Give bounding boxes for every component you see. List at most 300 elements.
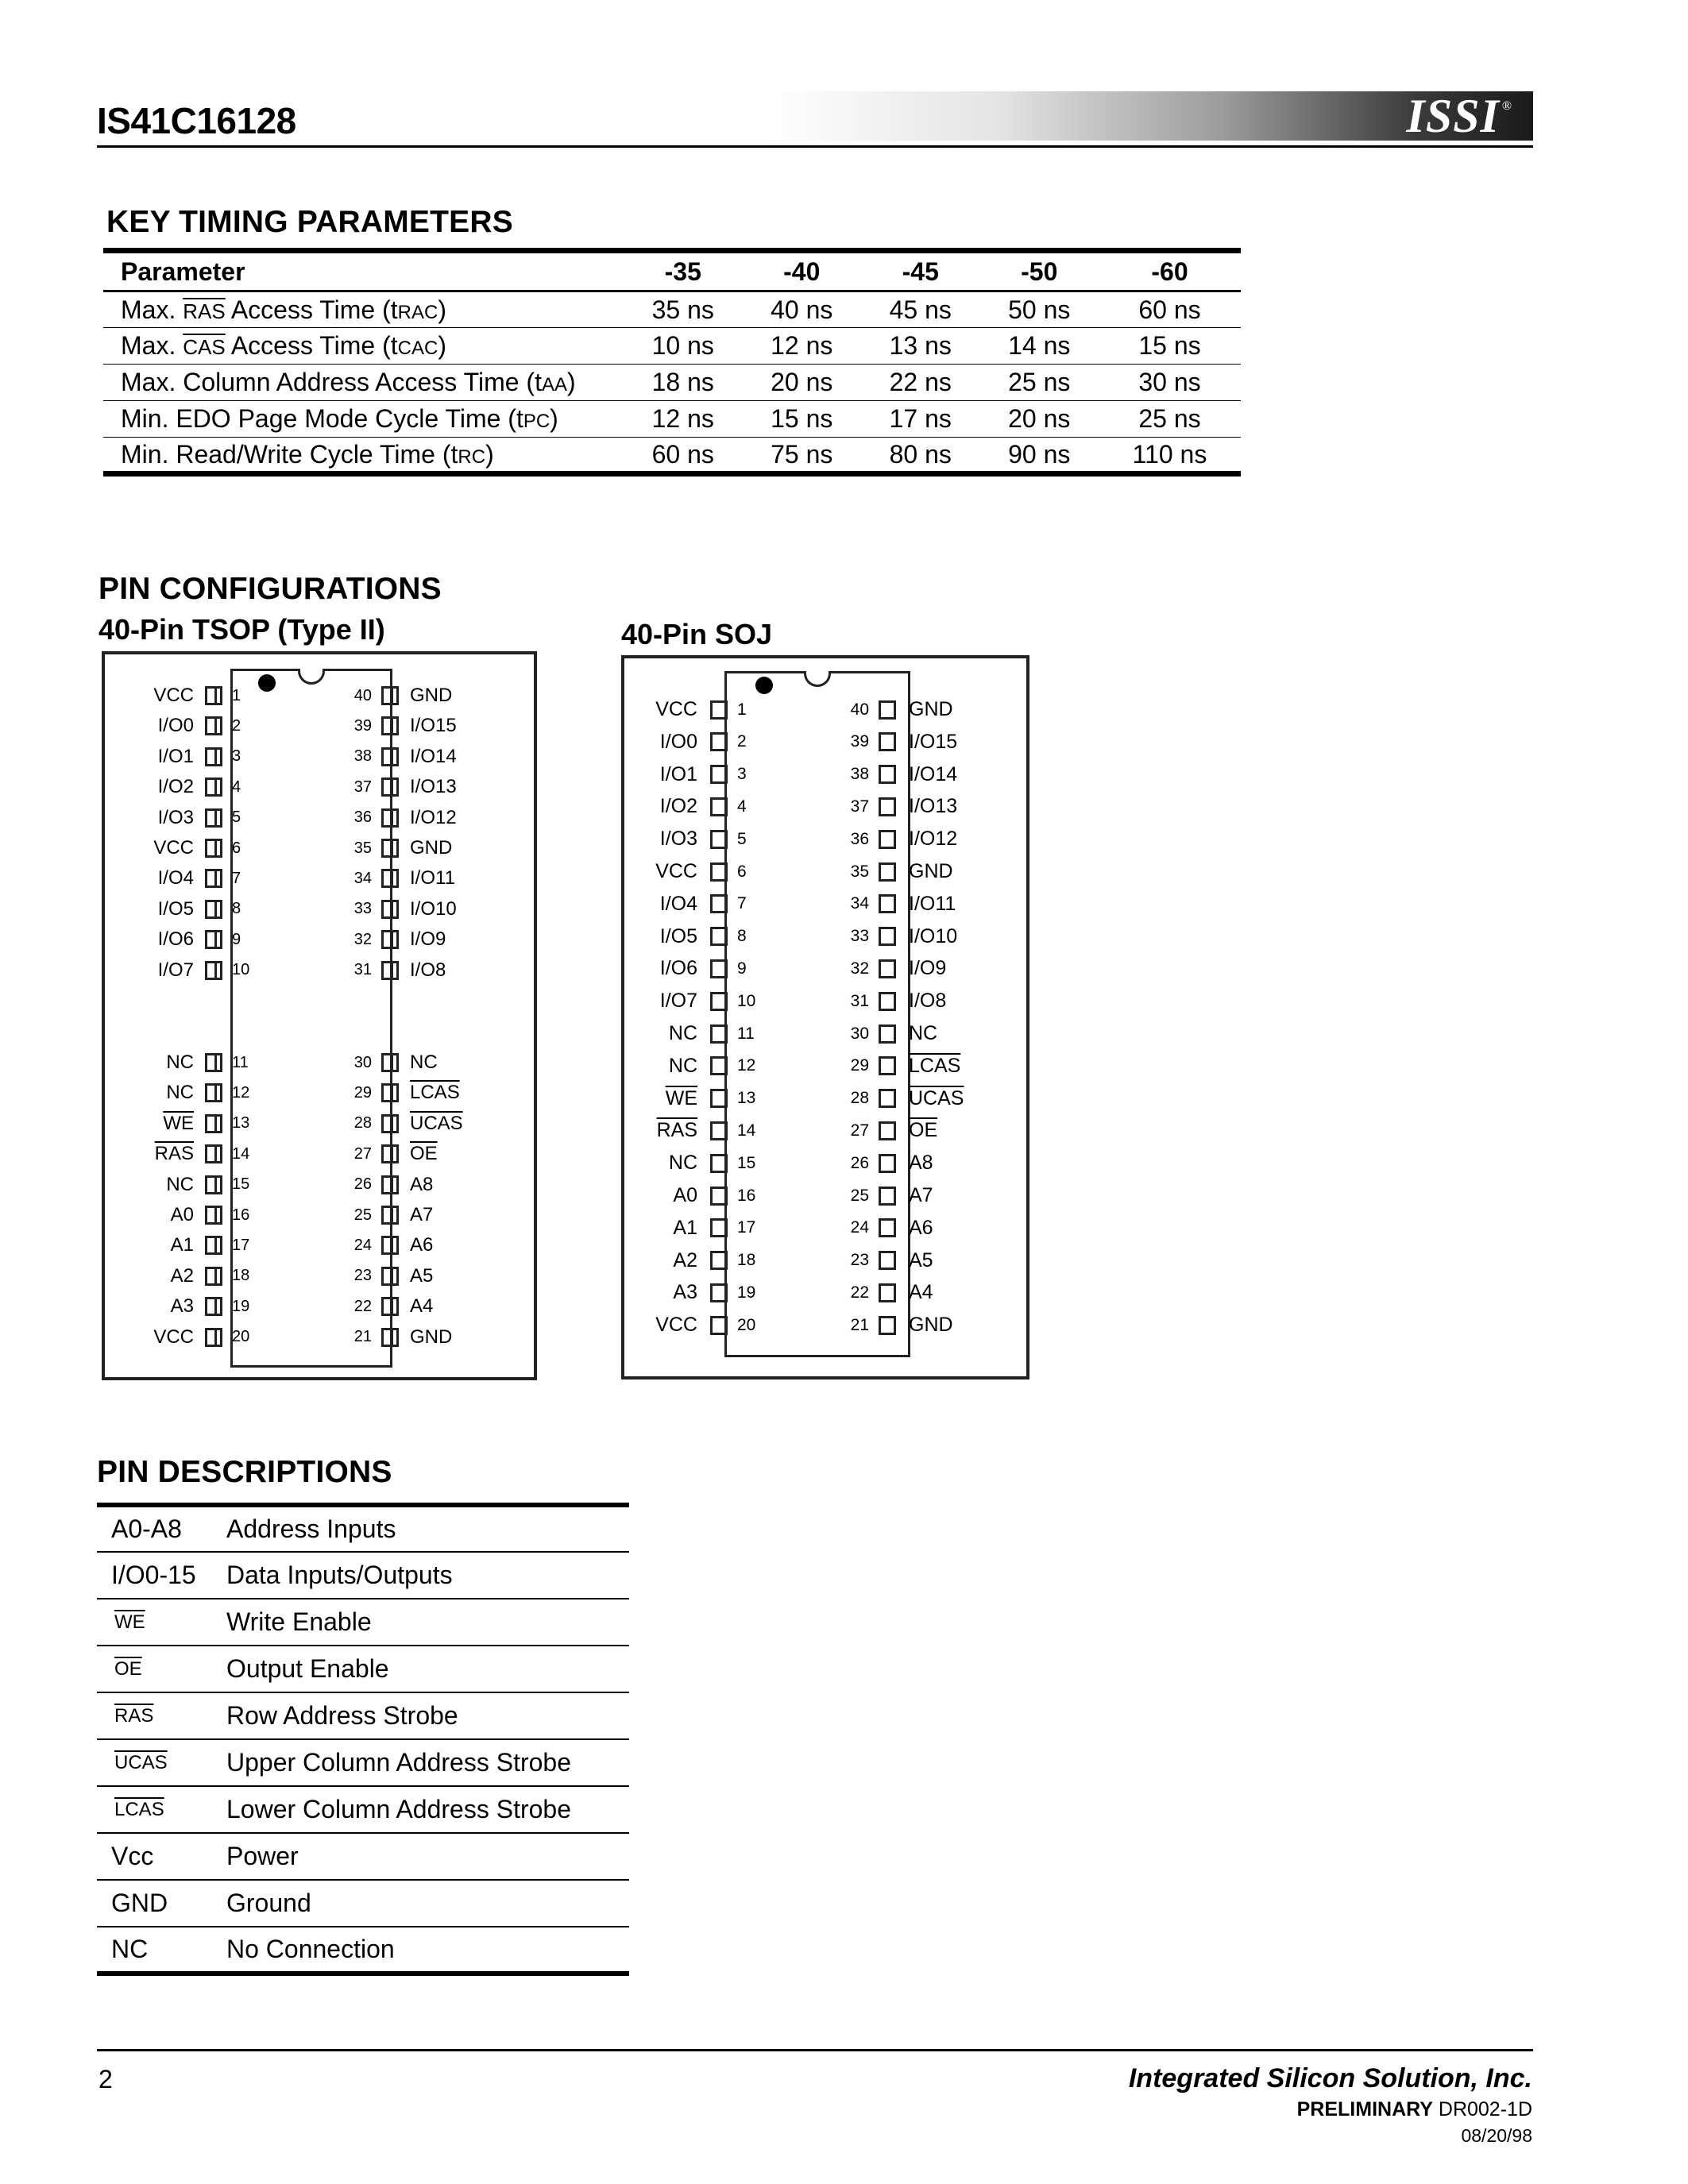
pin-signal: I/O4 (157, 867, 194, 889)
pin-signal: NC (166, 1051, 194, 1073)
pin-signal: I/O9 (909, 957, 947, 980)
pin-signal: I/O7 (659, 990, 697, 1013)
left-pin (105, 1265, 249, 1287)
right-pin (337, 746, 457, 768)
pin-lead (710, 1154, 728, 1173)
pin-signal: A4 (410, 1295, 434, 1318)
pin-desc-table (97, 1503, 629, 1976)
pin-signal: I/O12 (909, 828, 958, 851)
left-pin (624, 1281, 755, 1304)
pin-lead (710, 1283, 728, 1302)
pin-number: 21 (353, 1328, 372, 1346)
pin-number: 19 (232, 1297, 250, 1315)
pin-signal: I/O0 (659, 730, 697, 753)
left-pin (624, 925, 747, 948)
pin-number: 2 (232, 716, 241, 735)
pin-desc-text: Power (226, 1833, 629, 1880)
pin-desc-signal: $\overline{OE}$ (97, 1646, 226, 1692)
right-pin (831, 925, 957, 948)
timing-value: 60 ns (1099, 291, 1241, 328)
pin-number: 28 (850, 1089, 869, 1108)
pin-lead (381, 1083, 399, 1102)
pin-lead (205, 1267, 222, 1286)
footer-rule (97, 2049, 1533, 2051)
right-pin (831, 1249, 933, 1272)
timing-value: 15 ns (743, 401, 862, 438)
pin-desc-text: Address Inputs (226, 1505, 629, 1552)
right-pin (337, 898, 457, 920)
pin-number: 33 (850, 927, 869, 946)
left-pin (105, 1326, 249, 1349)
pin-signal: I/O15 (410, 715, 457, 737)
left-pin (105, 807, 241, 829)
pin-number: 36 (850, 829, 869, 848)
timing-param: Min. EDO Page Mode Cycle Time (tPC) (103, 401, 624, 438)
pin-number: 39 (353, 716, 372, 735)
pin-signal: I/O5 (157, 897, 194, 920)
pin-lead (381, 900, 399, 919)
pin-number: 37 (353, 778, 372, 796)
pin-number: 15 (232, 1175, 250, 1194)
pin-signal: I/O3 (659, 828, 697, 851)
pin-desc-signal: A0-A8 (97, 1505, 226, 1552)
pin-number: 3 (232, 747, 241, 766)
pin-desc-text: Row Address Strobe (226, 1692, 629, 1739)
pin-signal: A3 (673, 1281, 697, 1304)
pin-lead (205, 1114, 222, 1133)
pin-lead (879, 992, 896, 1011)
pin-signal: LCAS (410, 1082, 460, 1104)
left-pin (624, 957, 747, 980)
pin-lead (381, 930, 399, 949)
pin-number: 33 (353, 900, 372, 918)
pin-number: 29 (850, 1056, 869, 1075)
timing-value: 13 ns (861, 328, 980, 365)
pin-number: 9 (737, 959, 747, 978)
pin-lead (205, 869, 222, 888)
pin1-notch (298, 669, 325, 685)
pin-number: 40 (353, 686, 372, 704)
pin-number: 24 (850, 1218, 869, 1237)
pin-number: 12 (737, 1056, 756, 1075)
pin-lead (710, 1056, 728, 1075)
pin-signal: I/O3 (157, 806, 194, 828)
pin-number: 18 (232, 1267, 250, 1285)
timing-header-row (103, 251, 1241, 291)
pin-number: 21 (850, 1315, 869, 1334)
pin-signal: I/O10 (909, 924, 958, 947)
left-pin (624, 893, 747, 916)
right-pin (831, 795, 957, 818)
pin-signal: A1 (170, 1234, 194, 1256)
right-pin (831, 1022, 937, 1045)
right-pin (831, 731, 957, 754)
pin-number: 30 (850, 1024, 869, 1043)
pin-lead (381, 961, 399, 980)
right-pin (337, 1234, 433, 1256)
pin-lead (710, 894, 728, 913)
pin-signal: A7 (410, 1204, 434, 1225)
pin-signal: A8 (410, 1173, 434, 1195)
pin-signal: I/O15 (909, 730, 958, 753)
pin-lead (879, 927, 896, 946)
pin-signal: VCC (153, 837, 194, 859)
pin-desc-row (97, 1646, 629, 1692)
pin-number: 32 (353, 930, 372, 948)
pin-number: 37 (850, 797, 869, 816)
pin-number: 26 (850, 1153, 869, 1172)
timing-value: 45 ns (861, 291, 980, 328)
pin-desc-row (97, 1599, 629, 1646)
right-pin (337, 1143, 438, 1165)
pin-desc-signal: NC (97, 1927, 226, 1974)
pin-signal: A3 (170, 1295, 194, 1318)
pin-signal: LCAS (909, 1054, 961, 1077)
pin-number: 11 (737, 1024, 755, 1043)
pin-number: 6 (232, 839, 241, 857)
pin-signal: A5 (410, 1264, 434, 1287)
pin-lead (710, 1316, 728, 1335)
pin-signal: I/O5 (659, 924, 697, 947)
pin-signal: I/O1 (659, 762, 697, 785)
pin-lead (205, 1206, 222, 1225)
pin-signal: UCAS (909, 1086, 964, 1109)
pin-signal: I/O11 (410, 867, 455, 889)
pin-desc-row (97, 1692, 629, 1739)
chip-body (230, 669, 392, 1368)
left-pin (105, 898, 241, 920)
left-pin (624, 1184, 755, 1207)
pin-lead (879, 1056, 896, 1075)
pin-signal: I/O11 (909, 892, 956, 915)
pin-desc-row (97, 1786, 629, 1833)
pin-number: 34 (850, 894, 869, 913)
pin-lead (879, 1154, 896, 1173)
timing-value: 15 ns (1099, 328, 1241, 365)
left-pin (105, 1051, 249, 1074)
pin-number: 9 (232, 930, 241, 948)
right-pin (831, 957, 946, 980)
pin-lead (205, 839, 222, 858)
pin-lead (381, 1267, 399, 1286)
timing-value: 25 ns (1099, 401, 1241, 438)
right-pin (337, 807, 457, 829)
soj-title: 40-Pin SOJ (621, 618, 773, 650)
pin1-dot (755, 677, 773, 694)
pin-lead (381, 778, 399, 797)
left-pin (105, 837, 241, 859)
pin-lead (381, 1114, 399, 1133)
timing-value: 80 ns (861, 438, 980, 474)
left-pin (624, 1217, 755, 1240)
pin-signal: $\overline{RAS}$ (656, 1119, 697, 1142)
pin-lead (205, 1144, 222, 1163)
pin-number: 34 (353, 869, 372, 887)
left-pin (105, 959, 249, 982)
pin-signal: I/O10 (410, 897, 457, 920)
pin-lead (710, 1024, 728, 1044)
pin-number: 28 (353, 1114, 372, 1133)
pin-signal: GND (410, 837, 453, 859)
pin-desc-row (97, 1505, 629, 1552)
pin-lead (205, 900, 222, 919)
timing-value: 60 ns (624, 438, 743, 474)
pin-lead (205, 1236, 222, 1255)
pin-desc-row (97, 1739, 629, 1786)
pin-signal: NC (668, 1152, 697, 1175)
pin-number: 31 (353, 961, 372, 979)
pin-number: 17 (232, 1236, 250, 1254)
pin-lead (879, 1283, 896, 1302)
pin-number: 10 (232, 961, 250, 979)
left-pin (624, 763, 747, 786)
tsop-package-diagram (102, 651, 537, 1380)
pin-signal: A4 (909, 1281, 933, 1304)
timing-row (103, 328, 1241, 365)
pin-lead (879, 797, 896, 816)
pin-lead (205, 778, 222, 797)
pin-signal: I/O12 (410, 806, 457, 828)
pin-number: 8 (232, 900, 241, 918)
pin-signal: $\overline{OE}$ (909, 1119, 938, 1142)
pin-signal: $\overline{RAS}$ (154, 1143, 194, 1165)
pin-lead (381, 1053, 399, 1072)
pin-desc-signal: $\overline{RAS}$ (97, 1692, 226, 1739)
pin-number: 1 (232, 686, 241, 704)
pin-lead (205, 747, 222, 766)
pin-number: 35 (850, 862, 869, 881)
right-pin (831, 1314, 953, 1337)
pin-signal: GND (909, 698, 953, 720)
left-pin (105, 1295, 249, 1318)
pin-lead (879, 732, 896, 751)
pin-lead (381, 1175, 399, 1194)
right-pin (337, 1204, 433, 1226)
pin-signal: NC (668, 1022, 697, 1044)
pin-lead (710, 1089, 728, 1108)
timing-value: 12 ns (624, 401, 743, 438)
pin-lead (879, 1316, 896, 1335)
pin-number: 14 (232, 1144, 250, 1163)
pin-signal: A6 (909, 1216, 933, 1239)
left-pin (105, 1082, 249, 1104)
timing-row (103, 438, 1241, 474)
pin-desc-signal: LCAS (97, 1786, 226, 1833)
pin-signal: VCC (655, 698, 697, 720)
pin-signal: I/O9 (410, 928, 446, 951)
left-pin (624, 795, 747, 818)
pin-number: 7 (737, 894, 747, 913)
pin-desc-signal: Vcc (97, 1833, 226, 1880)
pin-desc-text: Write Enable (226, 1599, 629, 1646)
pin-number: 17 (737, 1218, 756, 1237)
pin-number: 6 (737, 862, 747, 881)
pin-lead (205, 961, 222, 980)
pin-number: 22 (850, 1283, 869, 1302)
pin-number: 1 (737, 700, 747, 719)
pin-lead (205, 686, 222, 705)
timing-value: 17 ns (861, 401, 980, 438)
pin-signal: NC (410, 1051, 438, 1073)
pin-lead (381, 808, 399, 828)
pin-signal: GND (410, 685, 453, 706)
timing-value: 50 ns (980, 291, 1099, 328)
pin-number: 32 (850, 959, 869, 978)
timing-value: 40 ns (743, 291, 862, 328)
pin-number: 7 (232, 869, 241, 887)
pin-lead (710, 797, 728, 816)
right-pin (831, 828, 957, 851)
timing-table (103, 248, 1241, 477)
timing-value: 30 ns (1099, 365, 1241, 401)
pin-number: 8 (737, 927, 747, 946)
pin-signal: A5 (909, 1248, 933, 1271)
pin-number: 18 (737, 1251, 756, 1270)
pin-lead (879, 1024, 896, 1044)
pin-signal: GND (909, 860, 953, 882)
pin-lead (381, 747, 399, 766)
pin-signal: $\overline{OE}$ (410, 1143, 438, 1165)
pin-lead (879, 830, 896, 849)
pin-signal: NC (668, 1054, 697, 1077)
right-pin (831, 763, 957, 786)
pin-number: 19 (737, 1283, 756, 1302)
pin-lead (710, 862, 728, 882)
pin-lead (205, 716, 222, 735)
timing-value: 25 ns (980, 365, 1099, 401)
right-pin (337, 1265, 433, 1287)
pin-number: 29 (353, 1083, 372, 1102)
pin-signal: I/O2 (659, 795, 697, 818)
left-pin (105, 1204, 249, 1226)
right-pin (831, 1184, 933, 1207)
pin-lead (381, 869, 399, 888)
right-pin (831, 893, 956, 916)
pin-lead (879, 1187, 896, 1206)
pin-lead (879, 862, 896, 882)
pin-number: 38 (850, 765, 869, 784)
timing-header-cell: -40 (743, 251, 862, 291)
timing-value: 22 ns (861, 365, 980, 401)
pin-signal: VCC (153, 1325, 194, 1348)
pin-number: 3 (737, 765, 747, 784)
left-pin (105, 746, 241, 768)
pin-desc-text: Output Enable (226, 1646, 629, 1692)
pin-lead (205, 1297, 222, 1316)
pin-signal: I/O2 (157, 776, 194, 798)
timing-param: Max. $\overline{CAS}$ Access Time (tCAC) (103, 328, 624, 365)
left-pin (624, 860, 747, 883)
pin-desc-row (97, 1552, 629, 1599)
left-pin (105, 1234, 249, 1256)
pin-lead (381, 1328, 399, 1347)
pin-number: 11 (232, 1053, 249, 1071)
pin-signal: A6 (410, 1234, 434, 1256)
pin-lead (879, 1218, 896, 1237)
pin-lead (879, 1251, 896, 1270)
pin-desc-text: Ground (226, 1880, 629, 1927)
left-pin (624, 1055, 755, 1078)
timing-value: 90 ns (980, 438, 1099, 474)
pin-lead (710, 1218, 728, 1237)
right-pin (337, 1295, 433, 1318)
header-rule (97, 145, 1533, 148)
pin-desc-signal: UCAS (97, 1739, 226, 1786)
pin-lead (381, 1206, 399, 1225)
timing-value: 110 ns (1099, 438, 1241, 474)
pin-desc-title: PIN DESCRIPTIONS (97, 1455, 392, 1489)
pin-number: 16 (232, 1206, 250, 1224)
pin-signal: UCAS (410, 1112, 463, 1134)
pin-lead (879, 1121, 896, 1140)
pin-lead (205, 930, 222, 949)
pin-signal: I/O7 (157, 959, 194, 981)
timing-param: Max. $\overline{RAS}$ Access Time (tRAC) (103, 291, 624, 328)
right-pin (337, 715, 457, 737)
pin-lead (710, 1187, 728, 1206)
right-pin (831, 1087, 964, 1110)
right-pin (831, 990, 946, 1013)
pin-lead (381, 1297, 399, 1316)
timing-value: 18 ns (624, 365, 743, 401)
pin-number: 20 (737, 1315, 756, 1334)
pin-lead (879, 700, 896, 720)
pin-signal: I/O13 (410, 776, 457, 798)
part-number-title: IS41C16128 (97, 100, 296, 141)
pin-config-title: PIN CONFIGURATIONS (98, 572, 442, 606)
pin-lead (879, 959, 896, 978)
pin-desc-row (97, 1833, 629, 1880)
left-pin (105, 685, 241, 707)
pin-lead (381, 686, 399, 705)
pin-signal: VCC (153, 685, 194, 706)
doc-date: 08/20/98 (1461, 2125, 1532, 2146)
pin-signal: VCC (655, 1314, 697, 1337)
left-pin (105, 1143, 249, 1165)
pin-lead (710, 1121, 728, 1140)
pin-desc-signal: $\overline{WE}$ (97, 1599, 226, 1646)
pin-desc-text: Data Inputs/Outputs (226, 1552, 629, 1599)
timing-header-cell: -60 (1099, 251, 1241, 291)
pin1-dot (258, 674, 276, 692)
left-pin (624, 828, 747, 851)
left-pin (624, 1314, 755, 1337)
pin-desc-text: Lower Column Address Strobe (226, 1786, 629, 1833)
pin-number: 15 (737, 1153, 756, 1172)
pin-number: 23 (353, 1267, 372, 1285)
timing-header-cell: Parameter (103, 251, 624, 291)
left-pin (624, 1119, 755, 1142)
pin-signal: I/O14 (410, 745, 457, 767)
header-gradient-band (769, 91, 1533, 141)
soj-package-diagram (621, 655, 1029, 1379)
right-pin (337, 685, 452, 707)
timing-row (103, 401, 1241, 438)
pin-lead (710, 959, 728, 978)
pin-lead (710, 992, 728, 1011)
left-pin (624, 990, 755, 1013)
timing-value: 20 ns (743, 365, 862, 401)
pin-number: 27 (850, 1121, 869, 1140)
timing-param: Max. Column Address Access Time (tAA) (103, 365, 624, 401)
pin-signal: VCC (655, 860, 697, 882)
pin-number: 27 (353, 1144, 372, 1163)
pin-number: 30 (353, 1053, 372, 1071)
pin-signal: $\overline{WE}$ (665, 1086, 697, 1109)
pin-number: 38 (353, 747, 372, 766)
pin-number: 20 (232, 1328, 250, 1346)
pin-lead (205, 808, 222, 828)
